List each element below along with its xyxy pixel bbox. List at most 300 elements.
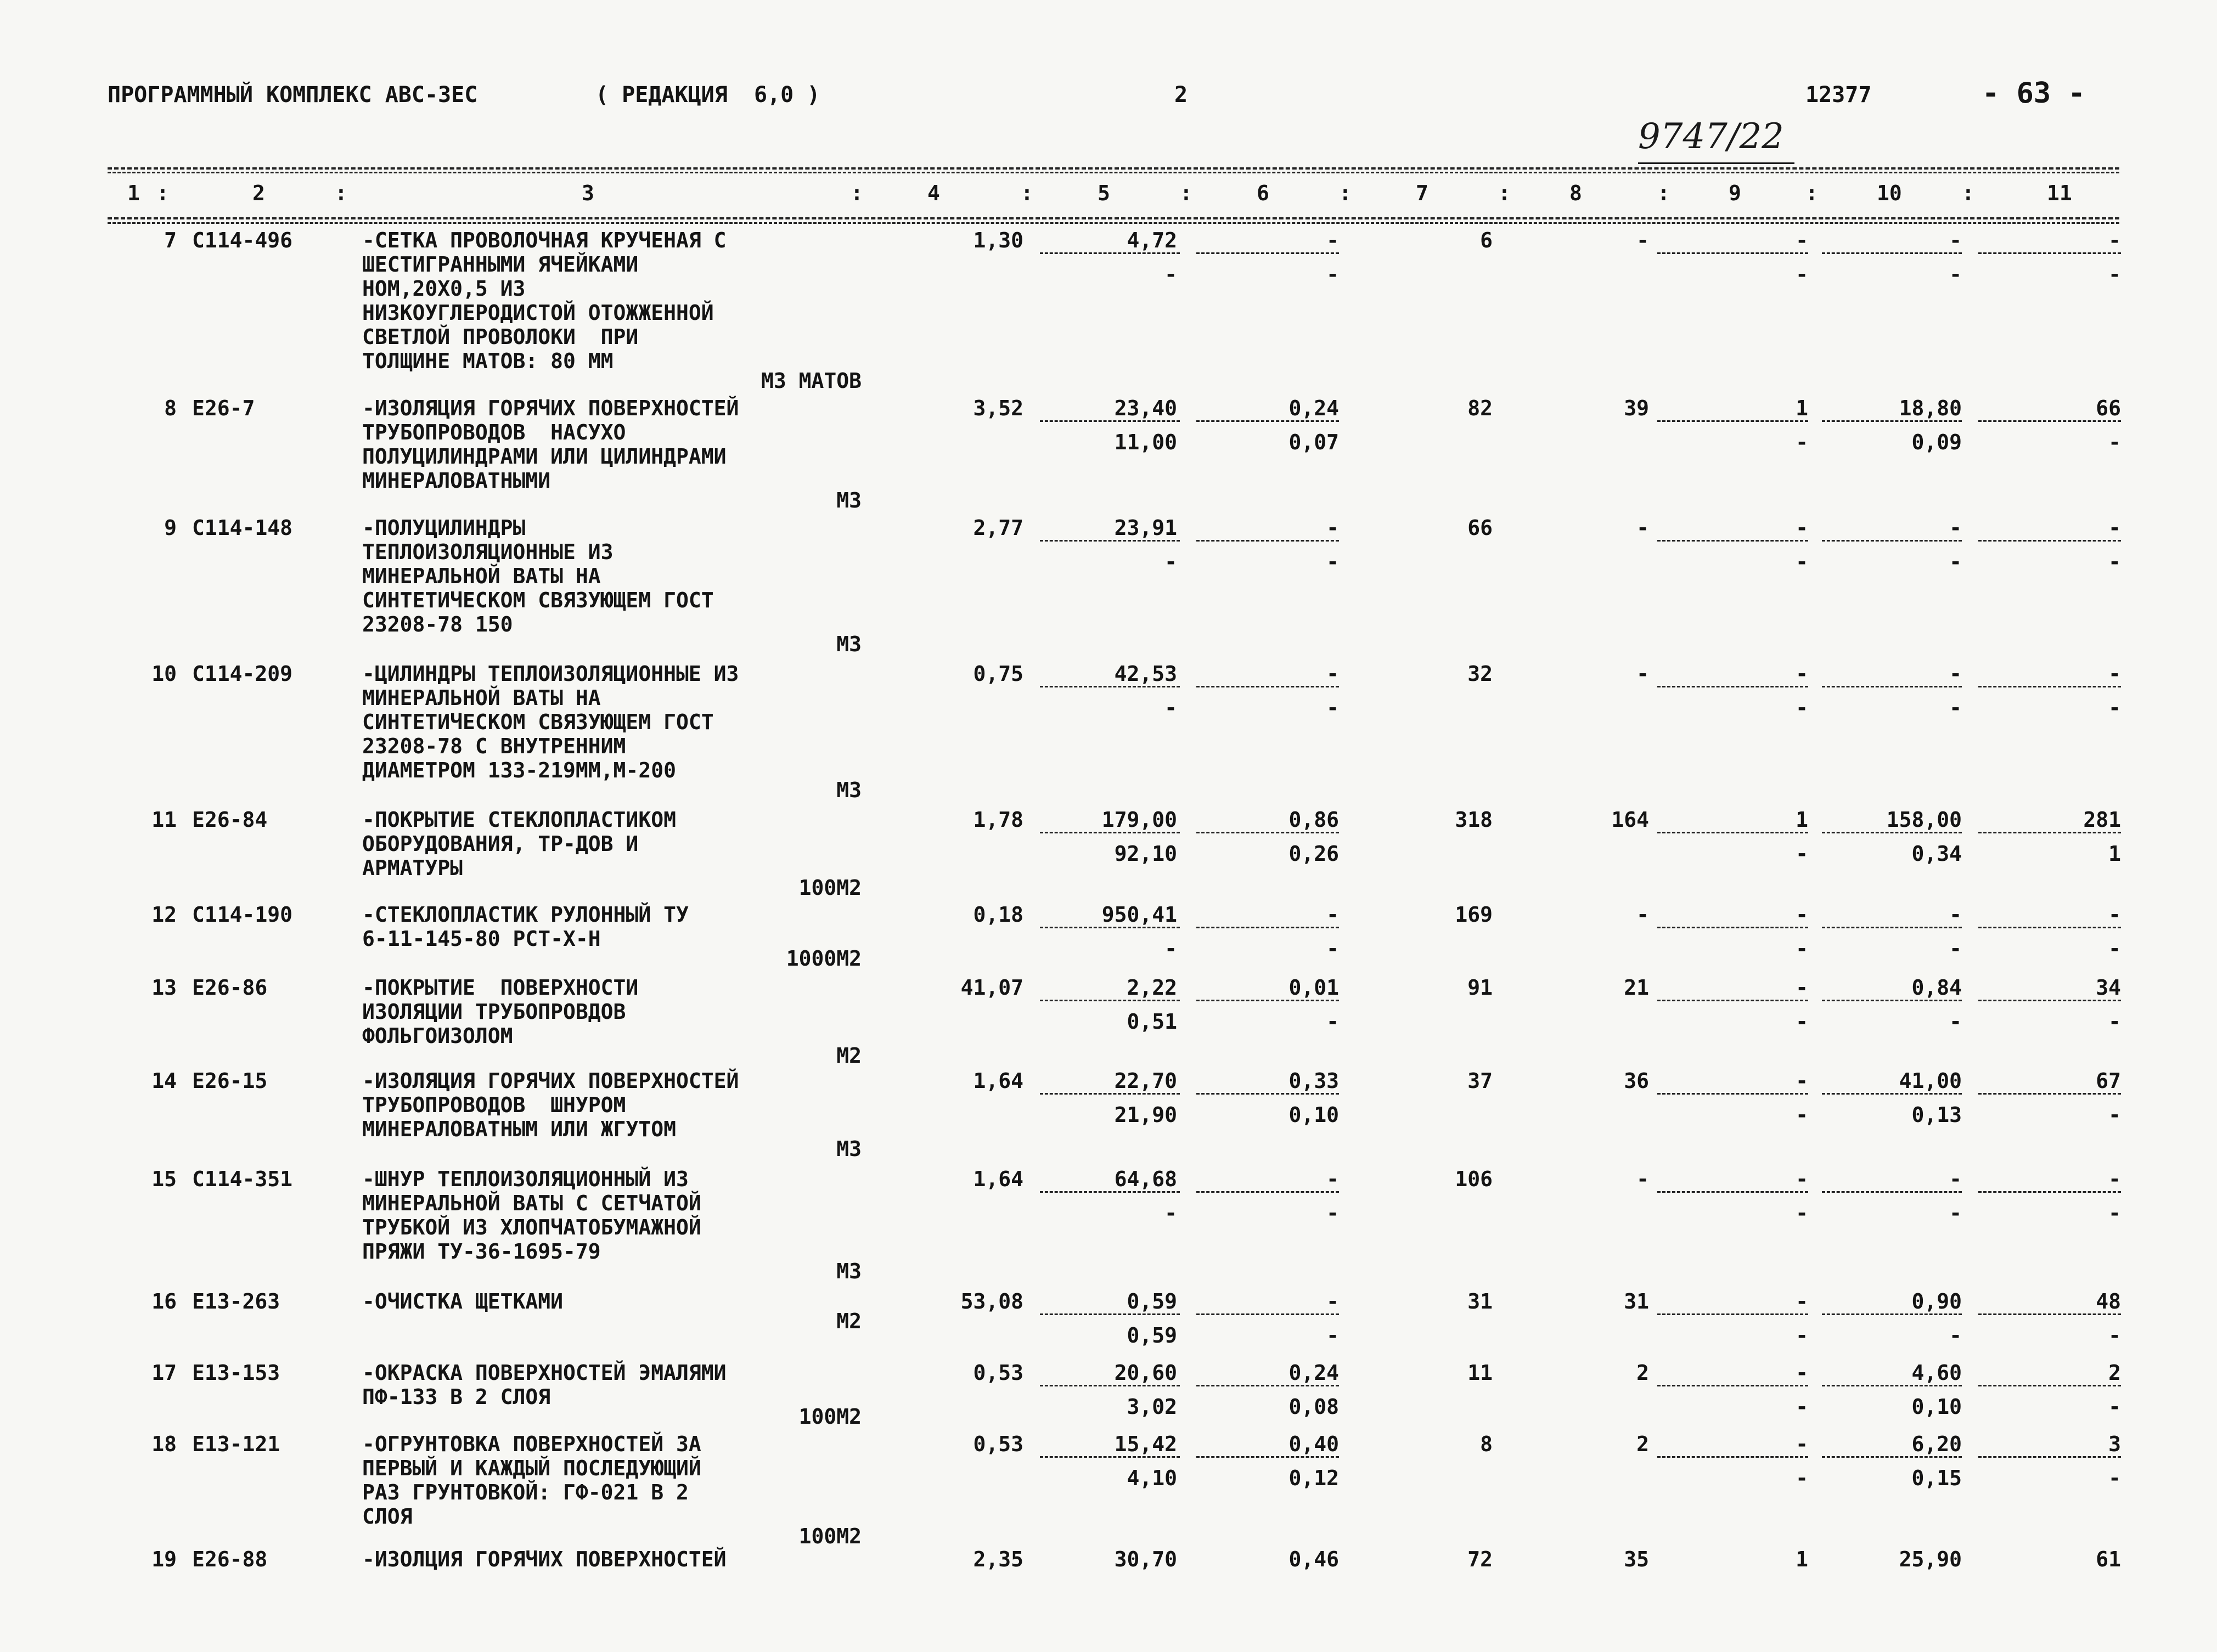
row-number: 13	[151, 976, 177, 1000]
cell-divider-c10	[1822, 1313, 1962, 1315]
cell-c6b: 0,08	[1288, 1395, 1339, 1419]
cell-c11b: -	[2108, 1466, 2121, 1490]
description-line: МИНЕРАЛЬНОЙ ВАТЫ НА	[362, 686, 601, 710]
description-line: -ПОЛУЦИЛИНДРЫ	[362, 516, 526, 540]
row-number: 11	[151, 808, 177, 832]
cell-divider-c6	[1196, 1093, 1339, 1095]
cell-c6b: 0,10	[1288, 1103, 1339, 1127]
cell-c5a: 4,72	[1127, 228, 1177, 252]
cell-c11b: -	[2108, 1103, 2121, 1127]
description-line: МИНЕРАЛЬНОЙ ВАТЫ С СЕТЧАТОЙ	[362, 1191, 701, 1215]
row-number: 19	[151, 1547, 177, 1571]
cell-c5b: -	[1164, 696, 1177, 720]
description-line: -ОЧИСТКА ЩЕТКАМИ	[362, 1289, 564, 1313]
column-header-7: 7	[1416, 181, 1428, 205]
description-line: -ИЗОЛЯЦИЯ ГОРЯЧИХ ПОВЕРХНОСТЕЙ	[362, 396, 739, 420]
cell-c6a: 0,86	[1288, 808, 1339, 832]
header-top-rule	[108, 167, 2119, 170]
unit-of-measure: М3	[836, 778, 862, 802]
cell-c10b: -	[1949, 937, 1962, 961]
cell-divider-c6	[1196, 1313, 1339, 1315]
cell-c9b: -	[1796, 430, 1808, 454]
cell-c11b: -	[2108, 1010, 2121, 1034]
cell-c7: 11	[1467, 1361, 1493, 1385]
cell-c4: 0,53	[973, 1361, 1023, 1385]
cell-c7: 66	[1467, 516, 1493, 540]
cell-c5a: 22,70	[1114, 1069, 1177, 1093]
cell-divider-c9	[1657, 1456, 1808, 1458]
description-line: ФОЛЬГОИЗОЛОМ	[362, 1024, 513, 1048]
cell-c10a: 41,00	[1899, 1069, 1962, 1093]
cell-divider-c10	[1822, 1191, 1962, 1193]
column-separator: :	[156, 181, 169, 205]
cell-divider-c10	[1822, 686, 1962, 687]
cell-c4: 2,35	[973, 1547, 1023, 1571]
column-header-11: 11	[2047, 181, 2072, 205]
cell-c11a: 67	[2096, 1069, 2121, 1093]
cell-c5b: -	[1164, 1201, 1177, 1225]
cell-c10a: 0,84	[1911, 976, 1962, 1000]
resource-code: Е26-84	[192, 808, 268, 832]
cell-c5b: -	[1164, 550, 1177, 574]
resource-code: Е13-153	[192, 1361, 280, 1385]
cell-c4: 0,75	[973, 662, 1023, 686]
description-line: СЛОЯ	[362, 1504, 413, 1529]
column-separator: :	[1657, 181, 1670, 205]
cell-c6a: -	[1326, 1289, 1339, 1313]
cell-c10b: 0,10	[1911, 1395, 1962, 1419]
cell-c8: 36	[1624, 1069, 1649, 1093]
row-number: 12	[151, 903, 177, 927]
column-header-4: 4	[927, 181, 940, 205]
cell-c10b: -	[1949, 550, 1962, 574]
description-line: -ПОКРЫТИЕ СТЕКЛОПЛАСТИКОМ	[362, 808, 676, 832]
cell-c4: 2,77	[973, 516, 1023, 540]
cell-c11b: -	[2108, 1201, 2121, 1225]
cell-c5b: 21,90	[1114, 1103, 1177, 1127]
cell-c6b: -	[1326, 696, 1339, 720]
cell-c9b: -	[1796, 1103, 1808, 1127]
cell-c9a: 1	[1796, 396, 1808, 420]
cell-divider-c5	[1040, 686, 1180, 687]
description-line: МИНЕРАЛОВАТНЫМ ИЛИ ЖГУТОМ	[362, 1117, 676, 1141]
cell-c9a: -	[1796, 516, 1808, 540]
unit-of-measure: 100М2	[798, 1405, 862, 1429]
cell-c10b: -	[1949, 1010, 1962, 1034]
cell-c6a: 0,46	[1288, 1547, 1339, 1571]
cell-c4: 1,30	[973, 228, 1023, 252]
handwritten-underline	[1638, 162, 1794, 164]
column-header-5: 5	[1098, 181, 1110, 205]
unit-of-measure: 1000М2	[786, 946, 862, 971]
column-separator: :	[1805, 181, 1818, 205]
cell-divider-c6	[1196, 252, 1339, 254]
unit-of-measure: М3	[836, 632, 862, 656]
cell-c7: 82	[1467, 396, 1493, 420]
cell-c6a: 0,40	[1288, 1432, 1339, 1456]
resource-code: Е13-263	[192, 1289, 280, 1313]
cell-c10b: -	[1949, 1201, 1962, 1225]
cell-c6a: 0,24	[1288, 1361, 1339, 1385]
description-line: ТЕПЛОИЗОЛЯЦИОННЫЕ ИЗ	[362, 540, 614, 564]
description-line: НИЗКОУГЛЕРОДИСТОЙ ОТОЖЖЕННОЙ	[362, 301, 714, 325]
cell-divider-c5	[1040, 420, 1180, 422]
cell-c5a: 23,91	[1114, 516, 1177, 540]
cell-c6a: -	[1326, 662, 1339, 686]
cell-divider-c5	[1040, 1456, 1180, 1458]
cell-c11a: 281	[2083, 808, 2121, 832]
cell-divider-c11	[1978, 252, 2121, 254]
cell-divider-c9	[1657, 686, 1808, 687]
cell-c11a: 3	[2108, 1432, 2121, 1456]
cell-c9b: -	[1796, 1395, 1808, 1419]
cell-divider-c5	[1040, 540, 1180, 542]
cell-c5a: 30,70	[1114, 1547, 1177, 1571]
cell-c8: 164	[1611, 808, 1649, 832]
cell-c10a: 4,60	[1911, 1361, 1962, 1385]
cell-c10b: 0,34	[1911, 842, 1962, 866]
cell-c7: 32	[1467, 662, 1493, 686]
cell-c5b: -	[1164, 262, 1177, 286]
cell-c7: 8	[1480, 1432, 1493, 1456]
cell-c6a: -	[1326, 903, 1339, 927]
cell-c9b: -	[1796, 842, 1808, 866]
cell-divider-c10	[1822, 1093, 1962, 1095]
cell-c5b: 11,00	[1114, 430, 1177, 454]
cell-c9a: -	[1796, 1361, 1808, 1385]
description-line: МИНЕРАЛЬНОЙ ВАТЫ НА	[362, 564, 601, 588]
cell-divider-c9	[1657, 540, 1808, 542]
cell-c5a: 15,42	[1114, 1432, 1177, 1456]
cell-c9b: -	[1796, 1466, 1808, 1490]
handwritten-inventory-number: 9747/22	[1638, 116, 1784, 157]
cell-c6a: -	[1326, 1167, 1339, 1191]
cell-c9a: 1	[1796, 1547, 1808, 1571]
cell-c9a: -	[1796, 1432, 1808, 1456]
cell-c11b: -	[2108, 1395, 2121, 1419]
cell-c8: 2	[1636, 1432, 1649, 1456]
cell-c8: 21	[1624, 976, 1649, 1000]
cell-c11b: -	[2108, 430, 2121, 454]
cell-c9b: -	[1796, 1323, 1808, 1347]
cell-c5a: 42,53	[1114, 662, 1177, 686]
description-line: 6-11-145-80 РСТ-Х-Н	[362, 927, 601, 951]
cell-c7: 31	[1467, 1289, 1493, 1313]
cell-c4: 1,64	[973, 1167, 1023, 1191]
edition-label: ( РЕДАКЦИЯ 6,0 )	[595, 82, 820, 108]
cell-c6a: 0,01	[1288, 976, 1339, 1000]
cell-c11a: 66	[2096, 396, 2121, 420]
cell-c10b: -	[1949, 1323, 1962, 1347]
cell-c7: 37	[1467, 1069, 1493, 1093]
cell-c5a: 2,22	[1127, 976, 1177, 1000]
cell-divider-c6	[1196, 1000, 1339, 1001]
unit-of-measure: М2	[836, 1044, 862, 1068]
cell-c9b: -	[1796, 696, 1808, 720]
cell-divider-c11	[1978, 1313, 2121, 1315]
resource-code: С114-190	[192, 903, 293, 927]
cell-divider-c6	[1196, 686, 1339, 687]
description-line: -ИЗОЛЦИЯ ГОРЯЧИХ ПОВЕРХНОСТЕЙ	[362, 1547, 727, 1571]
cell-divider-c6	[1196, 540, 1339, 542]
cell-c8: -	[1636, 662, 1649, 686]
cell-divider-c11	[1978, 1456, 2121, 1458]
program-title: ПРОГРАММНЫЙ КОМПЛЕКС АВС-3ЕС	[108, 82, 478, 108]
column-header-2: 2	[252, 181, 265, 205]
description-line: ПРЯЖИ ТУ-36-1695-79	[362, 1239, 601, 1264]
cell-divider-c10	[1822, 420, 1962, 422]
cell-divider-c11	[1978, 686, 2121, 687]
column-separator: :	[1962, 181, 1974, 205]
cell-c6b: -	[1326, 1010, 1339, 1034]
cell-divider-c9	[1657, 420, 1808, 422]
cell-divider-c9	[1657, 927, 1808, 928]
unit-of-measure: М3 МАТОВ	[761, 369, 862, 393]
cell-c11a: -	[2108, 662, 2121, 686]
description-line: ОБОРУДОВАНИЯ, ТР-ДОВ И	[362, 832, 639, 856]
cell-c6a: -	[1326, 516, 1339, 540]
description-line: -ШНУР ТЕПЛОИЗОЛЯЦИОННЫЙ ИЗ	[362, 1167, 689, 1191]
cell-c9a: -	[1796, 1069, 1808, 1093]
cell-divider-c11	[1978, 1385, 2121, 1386]
cell-divider-c6	[1196, 1385, 1339, 1386]
cell-c5b: 0,51	[1127, 1010, 1177, 1034]
cell-c6b: 0,12	[1288, 1466, 1339, 1490]
column-header-9: 9	[1729, 181, 1741, 205]
cell-c11a: 34	[2096, 976, 2121, 1000]
description-line: ПФ-133 В 2 СЛОЯ	[362, 1385, 551, 1409]
cell-c9b: -	[1796, 1201, 1808, 1225]
cell-divider-c5	[1040, 927, 1180, 928]
description-line: АРМАТУРЫ	[362, 856, 463, 880]
cell-divider-c5	[1040, 832, 1180, 833]
description-line: ТОЛЩИНЕ МАТОВ: 80 ММ	[362, 349, 614, 373]
unit-of-measure: 100М2	[798, 876, 862, 900]
cell-divider-c9	[1657, 1093, 1808, 1095]
column-separator: :	[1339, 181, 1352, 205]
cell-c5b: 3,02	[1127, 1395, 1177, 1419]
part-number: 2	[1174, 82, 1188, 108]
cell-c9b: -	[1796, 550, 1808, 574]
description-line: ИЗОЛЯЦИИ ТРУБОПРОВДОВ	[362, 1000, 626, 1024]
resource-code: Е26-88	[192, 1547, 268, 1571]
description-line: ДИАМЕТРОМ 133-219ММ,М-200	[362, 758, 676, 782]
cell-c6b: -	[1326, 262, 1339, 286]
description-line: ПОЛУЦИЛИНДРАМИ ИЛИ ЦИЛИНДРАМИ	[362, 444, 727, 469]
cell-divider-c11	[1978, 540, 2121, 542]
document-code: 12377	[1805, 82, 1872, 108]
cell-c8: -	[1636, 903, 1649, 927]
cell-c8: 35	[1624, 1547, 1649, 1571]
cell-c7: 91	[1467, 976, 1493, 1000]
cell-c11b: -	[2108, 937, 2121, 961]
cell-c9a: 1	[1796, 808, 1808, 832]
cell-c11a: 48	[2096, 1289, 2121, 1313]
cell-divider-c6	[1196, 927, 1339, 928]
description-line: -ОКРАСКА ПОВЕРХНОСТЕЙ ЭМАЛЯМИ	[362, 1361, 727, 1385]
resource-code: С114-209	[192, 662, 293, 686]
cell-divider-c10	[1822, 927, 1962, 928]
row-number: 16	[151, 1289, 177, 1313]
cell-divider-c10	[1822, 1385, 1962, 1386]
description-line: РАЗ ГРУНТОВКОЙ: ГФ-021 В 2	[362, 1480, 689, 1504]
column-separator: :	[851, 181, 863, 205]
description-line: ТРУБОПРОВОДОВ НАСУХО	[362, 420, 626, 444]
cell-c5a: 950,41	[1101, 903, 1177, 927]
description-line: СИНТЕТИЧЕСКОМ СВЯЗУЮЩЕМ ГОСТ	[362, 710, 714, 734]
cell-c8: -	[1636, 1167, 1649, 1191]
resource-code: С114-496	[192, 228, 293, 252]
cell-c8: -	[1636, 228, 1649, 252]
cell-c4: 1,78	[973, 808, 1023, 832]
description-line: ПЕРВЫЙ И КАЖДЫЙ ПОСЛЕДУЮЩИЙ	[362, 1456, 701, 1480]
cell-c5b: 92,10	[1114, 842, 1177, 866]
cell-divider-c9	[1657, 832, 1808, 833]
description-line: ШЕСТИГРАННЫМИ ЯЧЕЙКАМИ	[362, 252, 639, 277]
cell-divider-c5	[1040, 252, 1180, 254]
resource-code: Е13-121	[192, 1432, 280, 1456]
row-number: 14	[151, 1069, 177, 1093]
cell-c11b: -	[2108, 262, 2121, 286]
cell-divider-c6	[1196, 1456, 1339, 1458]
description-line: СВЕТЛОЙ ПРОВОЛОКИ ПРИ	[362, 325, 639, 349]
cell-divider-c11	[1978, 1093, 2121, 1095]
header-bottom-rule-2	[108, 222, 2119, 224]
cell-c11a: -	[2108, 516, 2121, 540]
cell-c4: 0,53	[973, 1432, 1023, 1456]
cell-c4: 0,18	[973, 903, 1023, 927]
cell-c10a: 0,90	[1911, 1289, 1962, 1313]
header-top-rule-2	[108, 172, 2119, 173]
cell-c9a: -	[1796, 228, 1808, 252]
cell-c8: 39	[1624, 396, 1649, 420]
resource-code: С114-351	[192, 1167, 293, 1191]
column-header-8: 8	[1569, 181, 1582, 205]
column-separator: :	[335, 181, 347, 205]
cell-c9a: -	[1796, 976, 1808, 1000]
unit-of-measure: М3	[836, 1137, 862, 1161]
cell-divider-c5	[1040, 1313, 1180, 1315]
cell-c10a: -	[1949, 662, 1962, 686]
cell-c11a: -	[2108, 1167, 2121, 1191]
cell-c9b: -	[1796, 262, 1808, 286]
cell-c11b: -	[2108, 550, 2121, 574]
column-header-6: 6	[1257, 181, 1269, 205]
description-line: ТРУБОПРОВОДОВ ШНУРОМ	[362, 1093, 626, 1117]
cell-c11b: -	[2108, 1323, 2121, 1347]
row-number: 18	[151, 1432, 177, 1456]
cell-c9b: -	[1796, 937, 1808, 961]
cell-c5a: 20,60	[1114, 1361, 1177, 1385]
cell-divider-c10	[1822, 1000, 1962, 1001]
cell-divider-c11	[1978, 420, 2121, 422]
cell-c6a: 0,33	[1288, 1069, 1339, 1093]
cell-c10a: 158,00	[1886, 808, 1962, 832]
description-line: 23208-78 150	[362, 612, 513, 636]
cell-divider-c6	[1196, 1191, 1339, 1193]
cell-divider-c11	[1978, 927, 2121, 928]
description-line: НОМ,20Х0,5 ИЗ	[362, 277, 526, 301]
cell-c8: -	[1636, 516, 1649, 540]
resource-code: Е26-86	[192, 976, 268, 1000]
cell-c6b: -	[1326, 1201, 1339, 1225]
unit-of-measure: М3	[836, 1259, 862, 1283]
cell-divider-c9	[1657, 1313, 1808, 1315]
cell-c8: 2	[1636, 1361, 1649, 1385]
cell-c5b: -	[1164, 937, 1177, 961]
cell-c4: 41,07	[960, 976, 1023, 1000]
description-line: МИНЕРАЛОВАТНЫМИ	[362, 469, 551, 493]
cell-c5a: 0,59	[1127, 1289, 1177, 1313]
cell-c11a: 61	[2096, 1547, 2121, 1571]
cell-c6b: 0,07	[1288, 430, 1339, 454]
unit-of-measure: М3	[836, 488, 862, 512]
cell-c7: 106	[1455, 1167, 1493, 1191]
cell-c6b: -	[1326, 1323, 1339, 1347]
cell-c7: 318	[1455, 808, 1493, 832]
row-number: 8	[164, 396, 177, 420]
description-line: СИНТЕТИЧЕСКОМ СВЯЗУЮЩЕМ ГОСТ	[362, 588, 714, 612]
cell-c9a: -	[1796, 662, 1808, 686]
cell-c10b: -	[1949, 262, 1962, 286]
cell-c9a: -	[1796, 1289, 1808, 1313]
column-header-10: 10	[1877, 181, 1902, 205]
cell-c4: 53,08	[960, 1289, 1023, 1313]
cell-c11b: 1	[2108, 842, 2121, 866]
row-number: 10	[151, 662, 177, 686]
cell-divider-c10	[1822, 252, 1962, 254]
cell-c10a: 18,80	[1899, 396, 1962, 420]
cell-divider-c10	[1822, 832, 1962, 833]
cell-c5b: 0,59	[1127, 1323, 1177, 1347]
unit-of-measure: 100М2	[798, 1524, 862, 1548]
row-number: 9	[164, 516, 177, 540]
column-separator: :	[1180, 181, 1192, 205]
cell-c6b: -	[1326, 937, 1339, 961]
row-number: 15	[151, 1167, 177, 1191]
cell-divider-c5	[1040, 1000, 1180, 1001]
cell-c6b: 0,26	[1288, 842, 1339, 866]
cell-c6b: -	[1326, 550, 1339, 574]
cell-divider-c6	[1196, 420, 1339, 422]
description-line: -ИЗОЛЯЦИЯ ГОРЯЧИХ ПОВЕРХНОСТЕЙ	[362, 1069, 739, 1093]
cell-divider-c5	[1040, 1191, 1180, 1193]
cell-divider-c11	[1978, 1191, 2121, 1193]
cell-c10a: -	[1949, 903, 1962, 927]
description-line: -СТЕКЛОПЛАСТИК РУЛОННЫЙ ТУ	[362, 903, 689, 927]
cell-c11a: -	[2108, 228, 2121, 252]
description-line: -СЕТКА ПРОВОЛОЧНАЯ КРУЧЕНАЯ С	[362, 228, 727, 252]
cell-divider-c5	[1040, 1385, 1180, 1386]
cell-c10a: 6,20	[1911, 1432, 1962, 1456]
cell-c5a: 179,00	[1101, 808, 1177, 832]
column-separator: :	[1498, 181, 1511, 205]
cell-c9a: -	[1796, 1167, 1808, 1191]
cell-c7: 169	[1455, 903, 1493, 927]
row-number: 7	[164, 228, 177, 252]
cell-c9a: -	[1796, 903, 1808, 927]
cell-c10a: -	[1949, 1167, 1962, 1191]
row-number: 17	[151, 1361, 177, 1385]
cell-divider-c10	[1822, 540, 1962, 542]
resource-code: Е26-7	[192, 396, 255, 420]
cell-c5a: 23,40	[1114, 396, 1177, 420]
column-separator: :	[1021, 181, 1033, 205]
cell-c10b: 0,09	[1911, 430, 1962, 454]
cell-divider-c11	[1978, 832, 2121, 833]
cell-c10a: -	[1949, 516, 1962, 540]
cell-divider-c10	[1822, 1456, 1962, 1458]
